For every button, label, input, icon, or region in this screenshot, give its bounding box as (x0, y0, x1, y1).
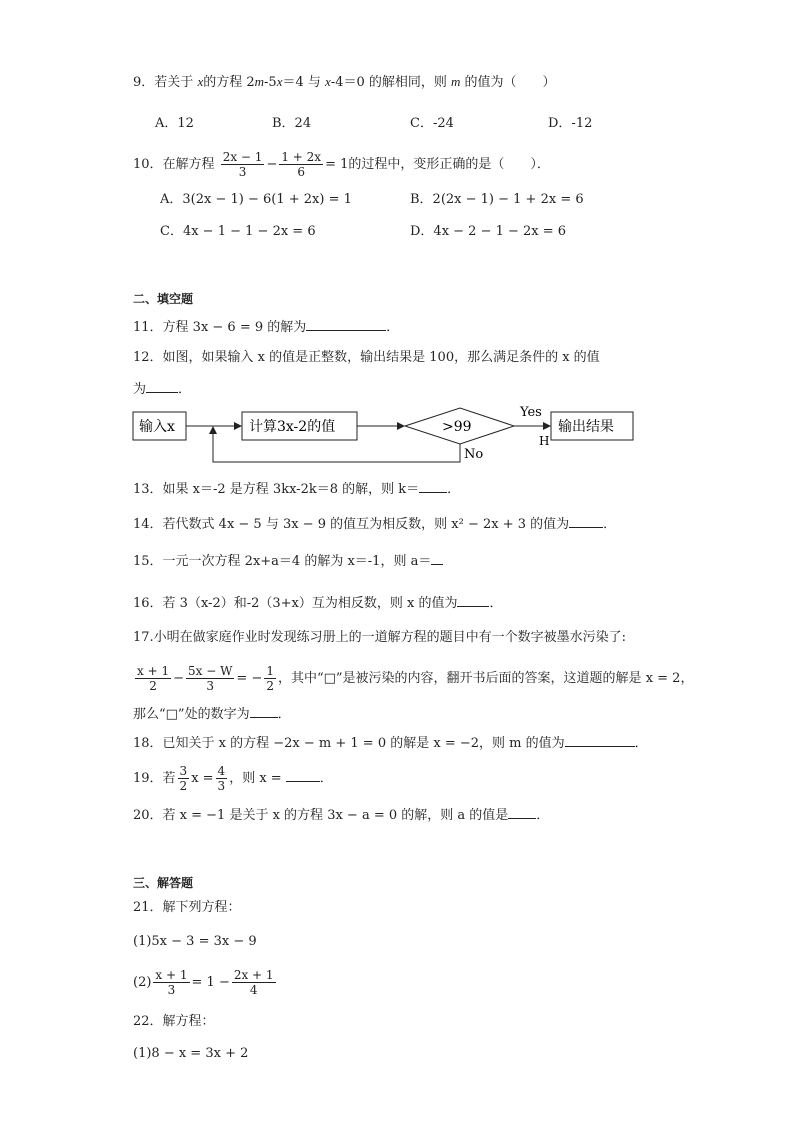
q10-number: 10． (133, 157, 163, 172)
q21-p2-mid: = 1 − (191, 975, 230, 990)
question-22-title: 22．解方程： (133, 1014, 215, 1029)
q16-text: 16．若 3（x-2）和-2（3+x）互为相反数，则 x 的值为 (133, 596, 458, 611)
question-17-line-1: 17.小明在做家庭作业时发现练习册上的一道解方程的题目中有一个数字被墨水污染了: (133, 630, 627, 645)
q9-option-b[interactable]: B．24 (272, 116, 312, 131)
q9-text-a: 若关于 (154, 75, 194, 90)
question-15 (133, 550, 443, 572)
q12-text: 为 (133, 382, 147, 397)
flow-input-label: 输入x (139, 419, 175, 435)
q9-var-x: x (197, 74, 204, 89)
flow-yes-label: Yes (520, 405, 542, 420)
q10-text-a: 在解方程 (162, 157, 215, 172)
q19-fraction-1 (178, 764, 190, 793)
q11-end: ． (386, 320, 400, 335)
q9-text-d: ＝4 与 (282, 75, 321, 90)
section-solve-heading: 三、解答题 (133, 876, 194, 890)
question-21-part-2 (133, 968, 278, 997)
q17-end: ． (277, 707, 291, 722)
q21-f1-num: x + 1 (155, 968, 188, 982)
q17-f1-num: x + 1 (137, 664, 170, 678)
q10-option-c[interactable]: C．4x − 1 − 1 − 2x = 6 (160, 224, 316, 239)
question-20 (133, 804, 549, 826)
q10-f1-den: 3 (238, 165, 247, 179)
question-10 (133, 150, 550, 179)
section-fill-blank-heading: 二、填空题 (133, 292, 194, 306)
q17-text-c: 那么“□”处的数字为 (133, 707, 250, 722)
q15-answer-blank[interactable] (431, 550, 443, 565)
q9-text-f: 的值为（ ） (464, 75, 556, 90)
q13-text: 13．如果 x＝-2 是方程 3kx-2k＝8 的解，则 k＝ (133, 482, 420, 497)
q10-option-d[interactable]: D．4x − 2 − 1 − 2x = 6 (410, 224, 567, 239)
q10-fraction-2 (279, 150, 323, 179)
q21-fraction-1 (153, 968, 189, 997)
question-21-part-1: (1)5x − 3 = 3x − 9 (133, 934, 257, 949)
q11-text: 11．方程 3x − 6 = 9 的解为 (133, 320, 307, 335)
q21-p2-label: (2) (133, 975, 152, 990)
q19-text-b: x = (191, 771, 214, 786)
q12-answer-blank[interactable] (146, 378, 178, 393)
q19-f2-num: 4 (217, 764, 226, 778)
question-19 (133, 764, 333, 793)
q17-fraction-1 (135, 664, 171, 693)
q17-minus: − (173, 671, 184, 686)
q20-end: ． (536, 808, 550, 823)
q9-var-m2: m (451, 74, 461, 89)
q10-fraction-1 (221, 150, 265, 179)
q16-answer-blank[interactable] (457, 592, 489, 607)
q17-f1-den: 2 (149, 679, 157, 693)
question-11 (133, 316, 399, 338)
flow-no-label: No (464, 447, 484, 462)
q9-option-a[interactable]: A．12 (155, 116, 194, 131)
q10-option-a[interactable]: A．3(2x − 1) − 6(1 + 2x) = 1 (160, 192, 352, 207)
flow-decision-label: >99 (442, 419, 472, 435)
question-13 (133, 478, 460, 500)
q9-var-m: m (254, 74, 265, 89)
q21-fraction-2 (232, 968, 276, 997)
q19-text-c: ，则 x = (229, 771, 282, 786)
q19-f2-den: 3 (217, 779, 226, 793)
q13-answer-blank[interactable] (419, 478, 447, 493)
q17-fraction-3 (264, 664, 276, 693)
q21-f2-den: 4 (249, 983, 258, 997)
q17-eq: = − (236, 671, 263, 686)
q9-number: 9． (133, 75, 155, 90)
q19-answer-blank[interactable] (286, 767, 320, 782)
q19-f1-den: 2 (179, 779, 188, 793)
q14-text: 14．若代数式 4x − 5 与 3x − 9 的值互为相反数，则 x² − 2x + 3 的值为 (133, 517, 570, 532)
question-18 (133, 732, 648, 754)
q10-f1-num: 2x − 1 (222, 150, 263, 164)
q10-text-b: = 1的过程中，变形正确的是（ ）． (325, 157, 550, 172)
q17-f3-den: 2 (266, 679, 274, 693)
q18-text: 18．已知关于 x 的方程 −2x − m + 1 = 0 的解是 x = −2，则 m 的值为 (133, 736, 565, 751)
q17-f3-num: 1 (266, 664, 274, 678)
q9-option-c[interactable]: C．-24 (410, 116, 454, 131)
question-14 (133, 513, 616, 535)
q11-answer-blank[interactable] (306, 316, 386, 331)
question-9 (133, 72, 556, 93)
q10-f2-num: 1 + 2x (281, 150, 322, 164)
q10-option-b[interactable]: B．2(2x − 1) − 1 + 2x = 6 (410, 192, 584, 207)
q20-answer-blank[interactable] (508, 804, 536, 819)
q19-f1-num: 3 (179, 764, 188, 778)
question-12-line-1: 12．如图，如果输入 x 的值是正整数，输出结果是 100，那么满足条件的 x 的值 (133, 350, 600, 365)
question-17-line-3 (133, 703, 291, 725)
q14-answer-blank[interactable] (569, 513, 603, 528)
q17-fraction-2 (186, 664, 234, 693)
question-12-line-2 (133, 378, 191, 400)
q17-text-b: ，其中“□”是被污染的内容，翻开书后面的答案，这道题的解是 x = 2， (277, 671, 694, 686)
q9-text-e: -4＝0 的解相同，则 (330, 75, 447, 90)
question-16 (133, 592, 502, 614)
q13-end: ． (447, 482, 461, 497)
q19-fraction-2 (216, 764, 228, 793)
q10-minus: − (266, 157, 278, 172)
q10-f2-den: 6 (297, 165, 306, 179)
q17-f2-den: 3 (206, 679, 215, 693)
q9-text-b: 的方程 2 (203, 75, 255, 90)
q9-var-x2: x (276, 74, 283, 89)
q9-option-d[interactable]: D．-12 (548, 116, 593, 131)
q16-end: ． (489, 596, 503, 611)
q20-text: 20．若 x = −1 是关于 x 的方程 3x − a = 0 的解，则 a 的值是 (133, 808, 509, 823)
q18-end: ． (634, 736, 648, 751)
q14-end: ． (603, 517, 617, 532)
flow-h-label: H (539, 434, 550, 448)
q18-answer-blank[interactable] (565, 732, 635, 747)
q21-f2-num: 2x + 1 (233, 968, 274, 982)
q17-answer-blank[interactable] (250, 703, 278, 718)
flow-calc-label: 计算3x-2的值 (249, 419, 336, 435)
q15-text: 15．一元一次方程 2x+a＝4 的解为 x＝-1，则 a＝ (133, 554, 432, 569)
q19-end: ． (319, 771, 333, 786)
q21-f1-den: 3 (167, 983, 176, 997)
q9-text-c: -5 (264, 75, 277, 90)
q12-flowchart (128, 398, 648, 468)
question-21-title: 21．解下列方程： (133, 900, 241, 915)
question-17-line-2 (133, 664, 693, 693)
q9-var-x3: x (325, 74, 331, 89)
q12-end: ． (178, 382, 192, 397)
flow-output-label: 输出结果 (558, 419, 614, 435)
q19-text-a: 19．若 (133, 771, 176, 786)
question-22-part-1: (1)8 − x = 3x + 2 (133, 1046, 249, 1061)
q17-f2-num: 5x − W (188, 664, 233, 678)
